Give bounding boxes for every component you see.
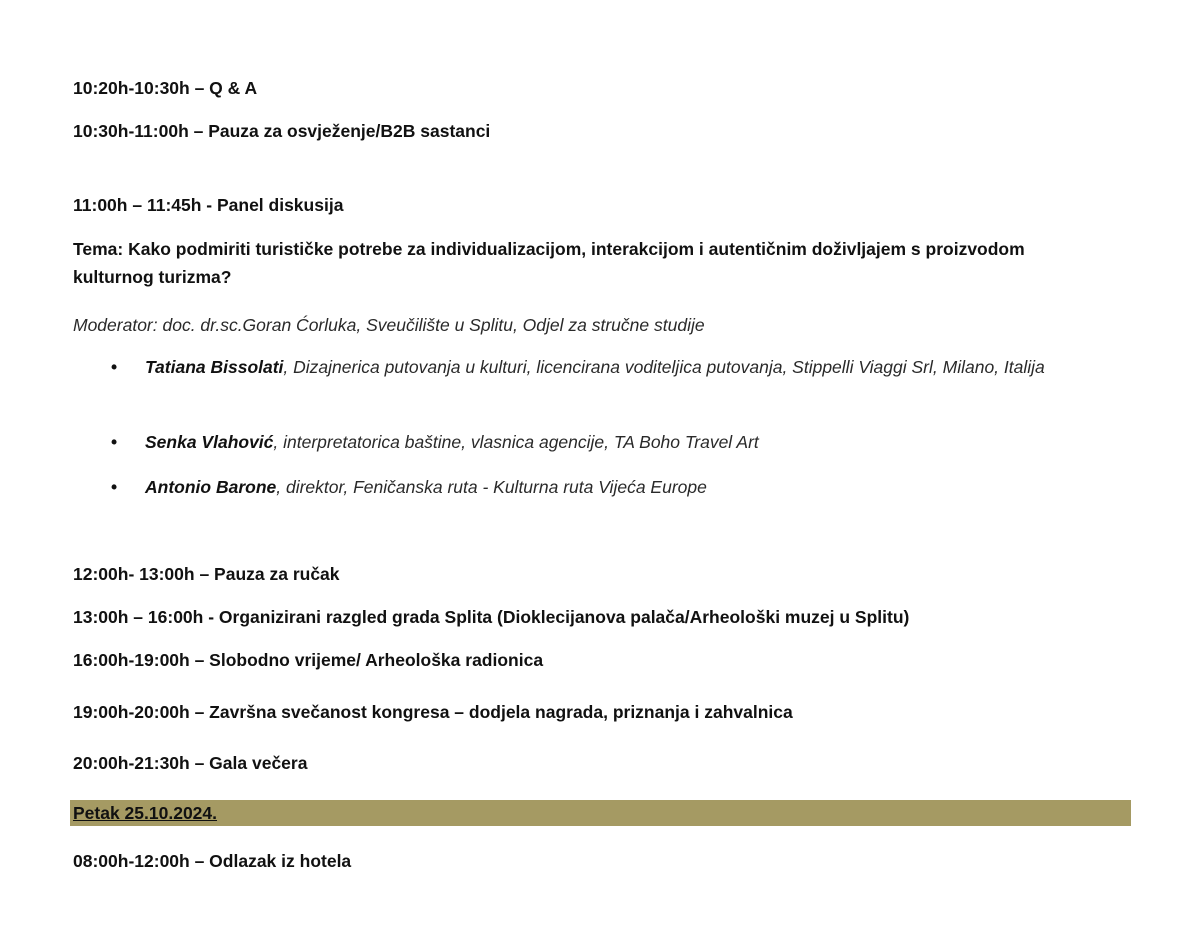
panelist-item — [73, 472, 1083, 502]
panelist-details: , interpretatorica baštine, vlasnica agencije, TA Boho Travel Art — [273, 432, 759, 452]
panelist-name: Antonio Barone — [145, 477, 277, 497]
bullet-icon: • — [111, 477, 118, 497]
panelist-text — [145, 427, 1083, 457]
panelist-name: Tatiana Bissolati — [145, 357, 284, 377]
schedule-entry-city-tour: 13:00h – 16:00h - Organizirani razgled grada Splita (Dioklecijanova palača/Arheološki muzej u Splitu) — [73, 607, 910, 627]
schedule-entry-qa: 10:20h-10:30h – Q & A — [73, 78, 258, 98]
day-header-label: Petak 25.10.2024. — [73, 803, 218, 823]
schedule-entry-lunch: 12:00h- 13:00h – Pauza za ručak — [73, 564, 340, 584]
schedule-entry-gala-dinner: 20:00h-21:30h – Gala večera — [73, 753, 308, 773]
schedule-entry-break: 10:30h-11:00h – Pauza za osvježenje/B2B sastanci — [73, 121, 491, 141]
panelist-details: , Dizajnerica putovanja u kulturi, licencirana voditeljica putovanja, Stippelli Viaggi Srl, Milano, Italija — [283, 357, 1045, 377]
panelist-item — [73, 427, 1083, 457]
bullet-icon: • — [111, 357, 118, 377]
panelist-text — [145, 352, 1083, 382]
panel-topic: Tema: Kako podmiriti turističke potrebe za individualizacijom, interakcijom i autentičnim doživljajem s proizvodom kulturnog turizma? — [73, 239, 1025, 287]
schedule-entry-free-time: 16:00h-19:00h – Slobodno vrijeme/ Arheološka radionica — [73, 650, 544, 670]
panelist-text — [145, 472, 1083, 502]
panel-moderator: Moderator: doc. dr.sc.Goran Ćorluka, Sveučilište u Splitu, Odjel za stručne studije — [73, 315, 705, 335]
bullet-icon: • — [111, 432, 118, 452]
panelist-details: , direktor, Feničanska ruta - Kulturna ruta Vijeća Europe — [276, 477, 707, 497]
schedule-entry-departure: 08:00h-12:00h – Odlazak iz hotela — [73, 851, 352, 871]
panelist-item — [73, 352, 1083, 382]
day-header-bar — [70, 800, 1131, 826]
panelist-name: Senka Vlahović — [145, 432, 274, 452]
schedule-entry-closing-ceremony: 19:00h-20:00h – Završna svečanost kongresa – dodjela nagrada, priznanja i zahvalnica — [73, 702, 793, 722]
schedule-entry-panel: 11:00h – 11:45h - Panel diskusija — [73, 195, 344, 215]
